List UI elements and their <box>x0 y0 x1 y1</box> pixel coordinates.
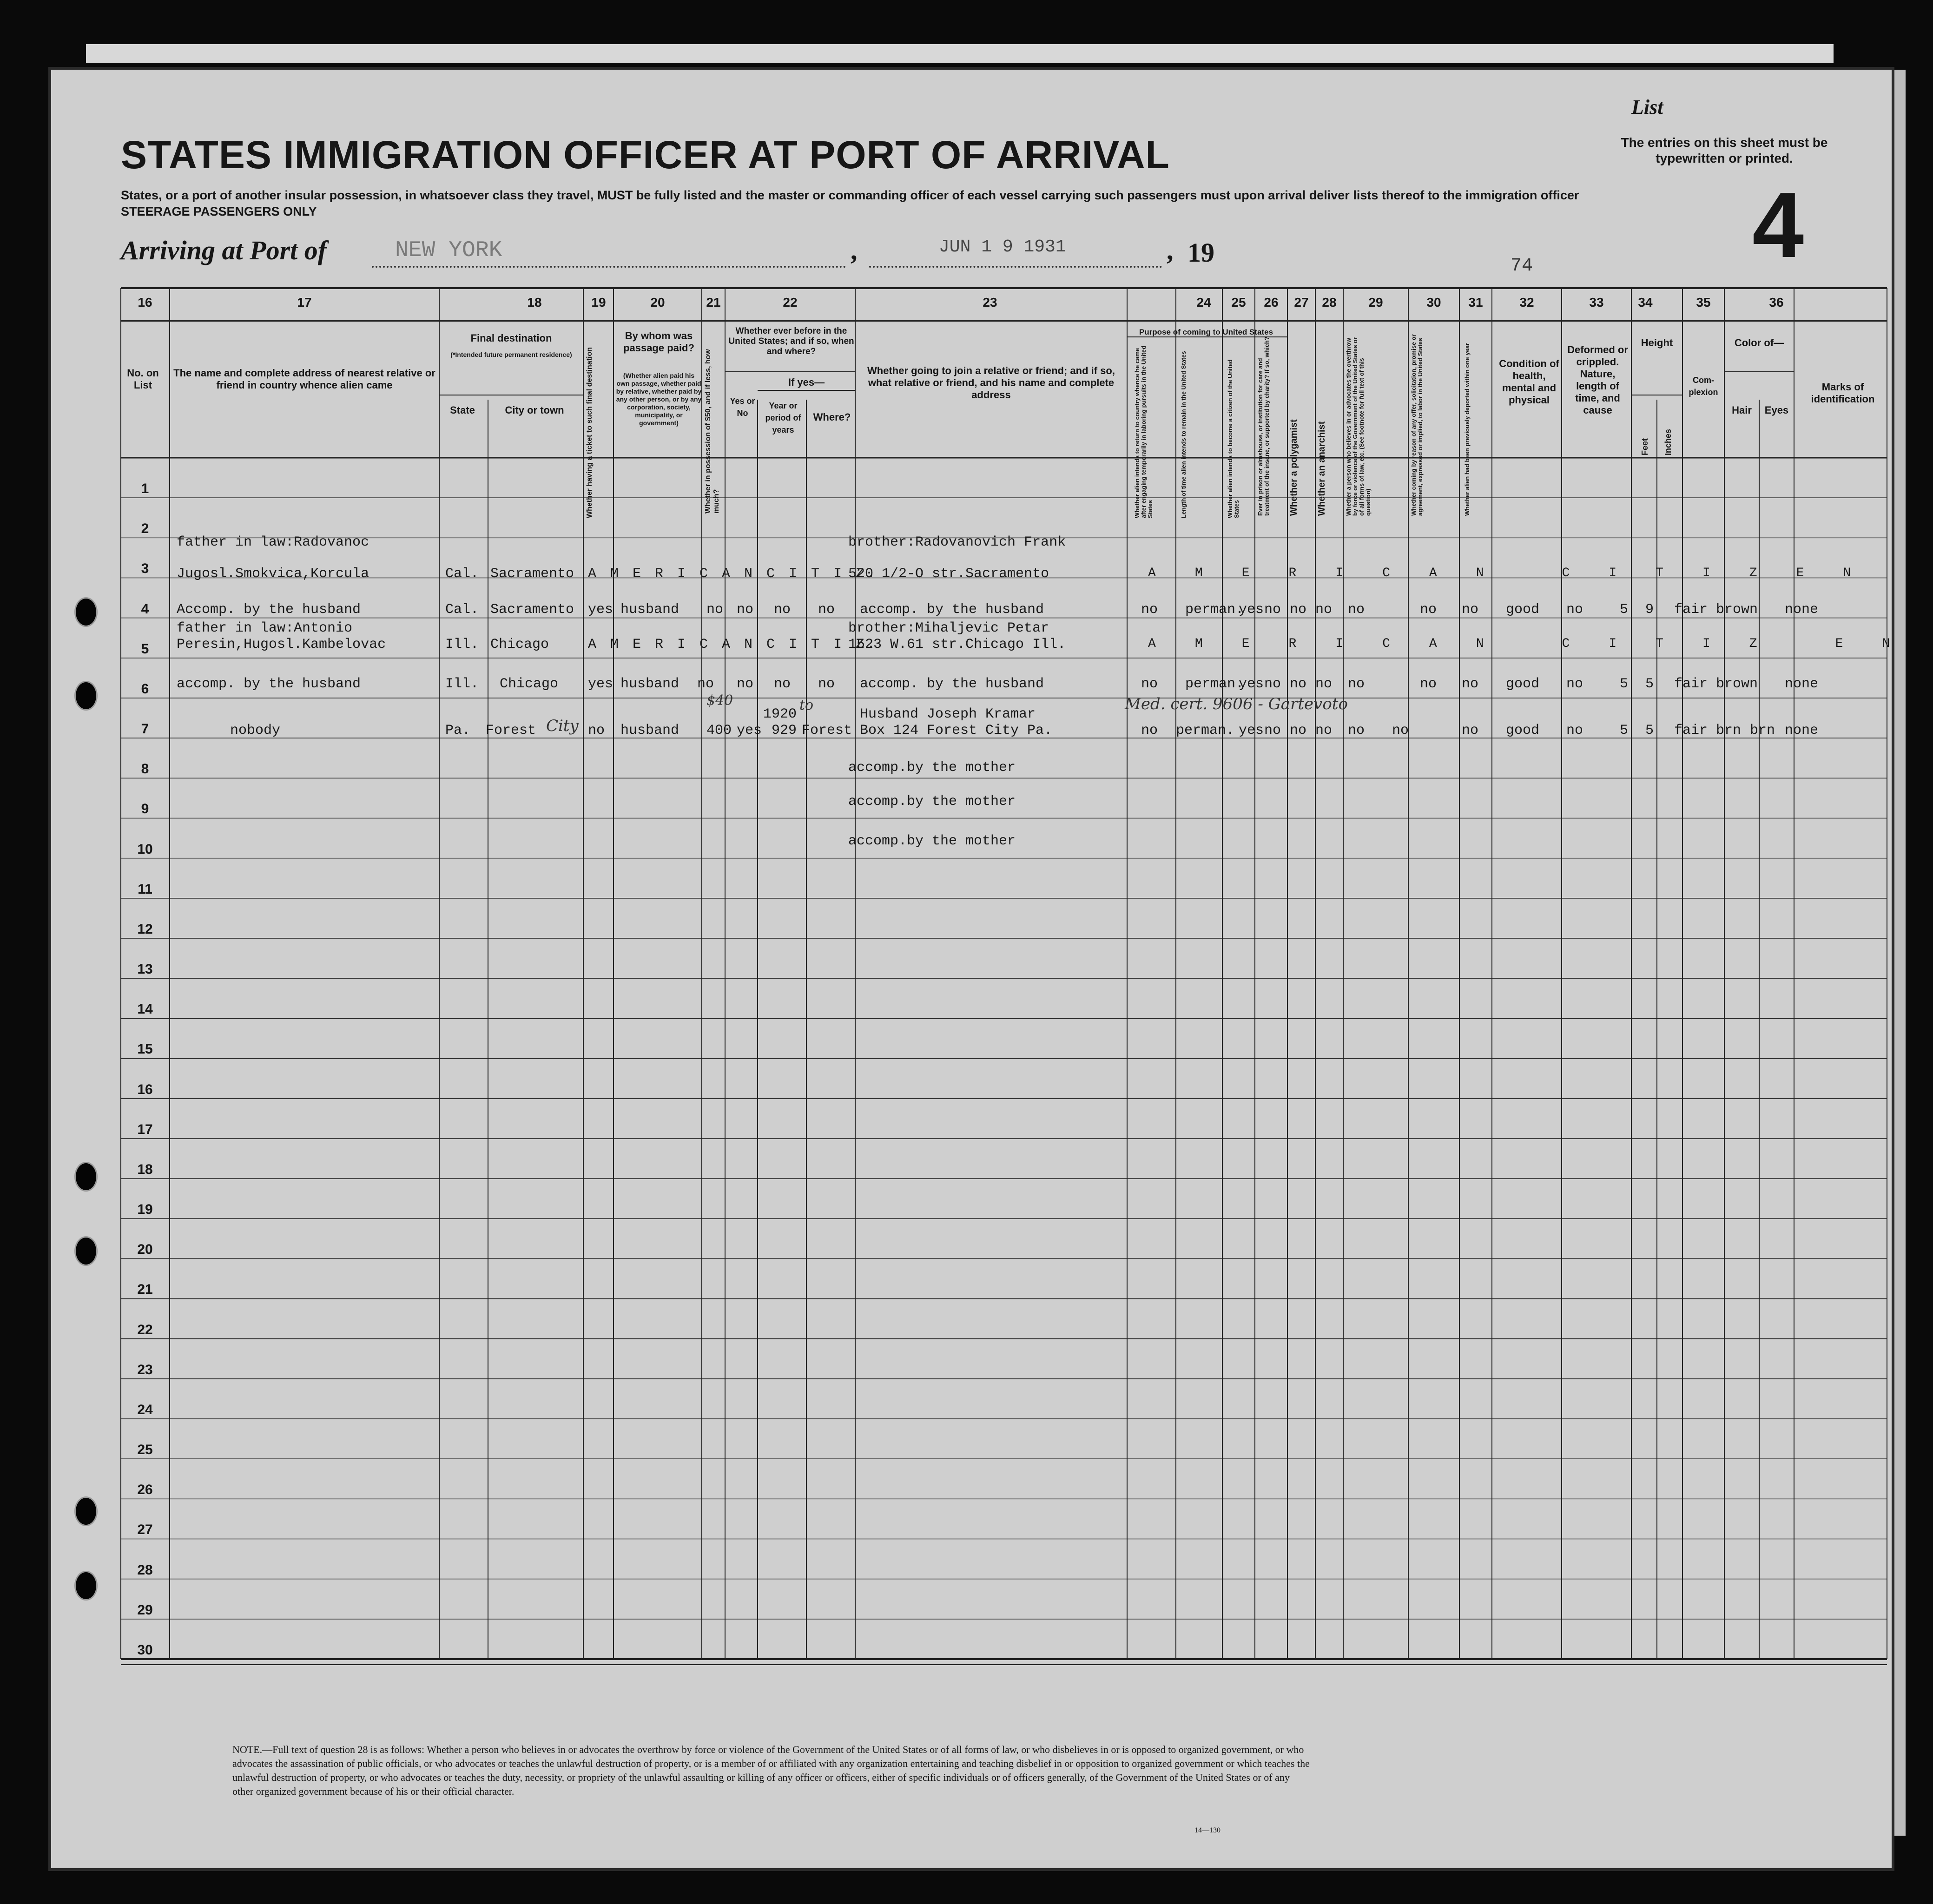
row-number: 23 <box>137 1362 153 1377</box>
manifest-page <box>51 70 1892 1868</box>
row-number: 30 <box>137 1642 153 1658</box>
column-number: 26 <box>1264 295 1279 310</box>
row-number: 4 <box>141 601 149 617</box>
row5-before: yes <box>737 723 762 738</box>
row7-join: accomp.by the mother <box>848 794 1016 810</box>
row-number: 28 <box>137 1562 153 1578</box>
header-condition: Condition of health, mental and physical <box>1499 358 1559 406</box>
row5-purpose-handwritten: Med. cert. 9606 - Gartevoto <box>1125 695 1348 713</box>
row4-return: no <box>1141 676 1158 692</box>
row4-prison: no <box>1264 676 1281 692</box>
row3-citizen-line-b: A M E R I C A N C I T I Z E N <box>1148 637 1890 651</box>
row2-feet: 5 <box>1620 602 1629 618</box>
header-marks: Marks of identification <box>1811 381 1875 405</box>
row-number: 17 <box>137 1121 153 1137</box>
row4-ticket: yes <box>588 676 614 692</box>
row4-by-whom: husband <box>620 676 680 692</box>
row-number: 24 <box>137 1402 153 1417</box>
row2-ticket: yes <box>588 602 614 618</box>
row-number: 20 <box>137 1242 153 1258</box>
row1-citizen-line-b: A M E R I C A N C I T I Z E N <box>1148 566 1851 580</box>
header-anarchist: Whether an anarchist <box>1317 421 1327 516</box>
row2-anarchist: no <box>1315 602 1333 618</box>
header-hair: Hair <box>1732 404 1752 416</box>
row4-year: no <box>774 676 791 692</box>
row2-prison: no <box>1264 602 1281 618</box>
column-number: 35 <box>1696 295 1711 310</box>
column-number: 27 <box>1294 295 1309 310</box>
row-number: 6 <box>141 681 149 697</box>
row5-condition: good <box>1506 723 1540 738</box>
column-number: 19 <box>591 295 606 310</box>
row2-state: Cal. <box>445 602 479 618</box>
row4-feet: 5 <box>1620 676 1629 692</box>
row1-relative-l2: Jugosl.Smokvica,Korcula <box>177 566 369 582</box>
row5-possession-handwritten: $40 <box>706 692 733 709</box>
row5-polygamist: no <box>1290 723 1307 738</box>
header-relative-home: The name and complete address of nearest relative or friend in country whence alien came <box>173 367 435 391</box>
column-number: 18 <box>527 295 542 310</box>
row2-deported: no <box>1462 602 1479 618</box>
row4-where: no <box>818 676 835 692</box>
row-number: 11 <box>138 881 152 897</box>
page-title: STATES IMMIGRATION OFFICER AT PORT OF ARRIVAL <box>121 133 1170 177</box>
row5-feet: 5 <box>1620 723 1629 738</box>
header-length-time: Length of time alien intends to remain in the United States <box>1180 351 1187 518</box>
row5-relative: nobody <box>230 723 281 738</box>
row5-ticket: no <box>588 723 605 738</box>
header-feet: Feet <box>1640 438 1649 455</box>
row5-possession: 400 <box>706 723 732 738</box>
arriving-comma: , <box>851 235 858 265</box>
header-eyes: Eyes <box>1764 404 1789 416</box>
row3-relative-l2: Peresin,Hugosl.Kambelovac <box>177 637 386 652</box>
header-if-yes: If yes— <box>788 376 825 388</box>
row-number: 26 <box>137 1482 153 1498</box>
header-citizen: Whether alien intends to become a citizen of the United States <box>1227 359 1240 518</box>
header-purpose: Purpose of coming to United States <box>1139 328 1273 336</box>
column-number: 22 <box>783 295 798 310</box>
row2-possession: no <box>706 602 724 618</box>
row-number: 14 <box>137 1001 153 1017</box>
row5-year: 1920 <box>763 706 797 722</box>
row2-inches: 9 <box>1645 602 1654 618</box>
header-polygamist: Whether a polygamist <box>1289 419 1299 516</box>
row2-polygamist: no <box>1290 602 1307 618</box>
header-by-whom: By whom was passage paid? <box>623 330 694 354</box>
row6-join: accomp.by the mother <box>848 760 1016 776</box>
header-yes-no: Yes or No <box>730 396 755 418</box>
row5-deformed: no <box>1566 723 1583 738</box>
row-number: 1 <box>141 481 149 496</box>
row4-polygamist: no <box>1290 676 1307 692</box>
row-number: 29 <box>137 1602 153 1618</box>
list-number: 4 <box>1752 173 1804 277</box>
page-subtitle: States, or a port of another insular possession, in whatsoever class they travel, MUST be fully listed and the master or commanding officer of each vessel carrying such passengers must upon arrival deliver lists thereof to the immigration officer <box>121 188 1579 202</box>
row4-before: no <box>737 676 754 692</box>
row8-join: accomp.by the mother <box>848 833 1016 849</box>
row4-citizen: yes <box>1239 676 1264 692</box>
column-number: 31 <box>1468 295 1483 310</box>
row-number: 22 <box>137 1322 153 1337</box>
row5-where: Forest <box>802 723 852 738</box>
column-number: 25 <box>1231 295 1246 310</box>
row-number: 13 <box>137 962 153 977</box>
row-number: 27 <box>137 1522 153 1538</box>
row3-join-l2: 1523 W.61 str.Chicago Ill. <box>848 637 1066 652</box>
port-value: NEW YORK <box>395 238 502 263</box>
header-state: State <box>450 404 475 416</box>
row5-marks: none <box>1785 723 1819 738</box>
row4-city: Chicago <box>500 676 559 692</box>
column-number: 20 <box>650 295 665 310</box>
row4-join: accomp. by the husband <box>860 676 1044 692</box>
row5-length: perman. <box>1176 723 1235 738</box>
row4-inches: 5 <box>1645 676 1654 692</box>
row2-hair: brown <box>1716 602 1758 618</box>
row4-complexion: fair <box>1674 676 1708 692</box>
row1-citizen-line-a: A M E R I C A N C I T I Z. <box>588 566 878 582</box>
binder-hole <box>74 1162 98 1192</box>
row5-city: Forest <box>486 723 536 738</box>
row5-overthrow: no <box>1348 723 1365 738</box>
row-number: 21 <box>137 1282 153 1298</box>
binder-hole <box>74 1571 98 1601</box>
row4-marks: none <box>1785 676 1819 692</box>
row2-by-whom: husband <box>620 602 680 618</box>
header-deformed: Deformed or crippled. Nature, length of time, and cause <box>1567 344 1628 416</box>
row1-join-l1: brother:Radovanovich Frank <box>848 534 1066 550</box>
row3-city: Chicago <box>490 637 549 652</box>
header-where: Where? <box>813 411 851 423</box>
row2-join: accomp. by the husband <box>860 602 1044 618</box>
column-number: 34 <box>1638 295 1653 310</box>
row3-join-l1: brother:Mihaljevic Petar <box>848 620 1049 636</box>
row4-hair: brown <box>1716 676 1758 692</box>
row5-state: Pa. <box>445 723 471 738</box>
header-overthrow: Whether a person who believes in or advocates the overthrow by force or violence of the Government of the United States or of all forms of law, etc. (See footnote for full text of this question) <box>1345 337 1372 516</box>
column-number: 29 <box>1368 295 1383 310</box>
row-number: 2 <box>141 521 149 537</box>
row4-deformed: no <box>1566 676 1583 692</box>
date-stamp: JUN 1 9 1931 <box>939 237 1066 257</box>
header-no-on-list: No. on List <box>127 367 159 391</box>
row-number: 8 <box>141 761 149 777</box>
row2-where: no <box>818 602 835 618</box>
header-before-us: Whether ever before in the United States; and if so, when and where? <box>728 326 854 356</box>
binder-hole <box>74 1496 98 1526</box>
row-number: 10 <box>137 841 153 857</box>
row-number: 25 <box>137 1442 153 1457</box>
date-comma: , <box>1167 235 1174 265</box>
row5-where-handwritten: to <box>799 697 814 713</box>
row2-citizen: yes <box>1239 602 1264 618</box>
row2-overthrow: no <box>1348 602 1365 618</box>
row4-anarchist: no <box>1315 676 1333 692</box>
column-number: 32 <box>1519 295 1534 310</box>
row-number: 9 <box>141 801 149 817</box>
row1-city: Sacramento <box>490 566 574 582</box>
header-intends-return: Whether alien intends to return to country whence he came after engaging temporarily in laboring pursuits in the United States <box>1134 345 1154 518</box>
arriving-label: Arriving at Port of <box>121 235 327 265</box>
row5-complexion: fair <box>1674 723 1708 738</box>
header-inches: Inches <box>1663 428 1673 455</box>
binder-hole <box>74 597 98 627</box>
header-join-relative: Whether going to join a relative or friend; and if so, what relative or friend, and his name and complete address <box>867 365 1115 401</box>
header-deported: Whether alien had been previously deported within one year <box>1464 343 1471 516</box>
row4-relative: accomp. by the husband <box>177 676 361 692</box>
row2-return: no <box>1141 602 1158 618</box>
header-color-of: Color of— <box>1734 337 1784 349</box>
row2-before: no <box>737 602 754 618</box>
row5-eyes: brn <box>1750 723 1775 738</box>
column-number: 30 <box>1426 295 1441 310</box>
row-number: 5 <box>141 641 149 657</box>
header-prison: Ever in prison or almshouse, or institution for care and treatment of the insane, or supported by charity? If so, which? <box>1257 336 1270 516</box>
header-complexion: Com-plexion <box>1689 376 1718 397</box>
row4-deported: no <box>1462 676 1479 692</box>
row4-promise: no <box>1420 676 1437 692</box>
header-promise-labor: Whether coming by reason of any offer, solicitation, promise or agreement, expressed or implied, to labor in the United States <box>1410 334 1424 516</box>
stamp-number: 74 <box>1511 256 1533 277</box>
row2-deformed: no <box>1566 602 1583 618</box>
row4-state: Ill. <box>445 676 479 692</box>
row2-condition: good <box>1506 602 1540 618</box>
row5-join-l1: Husband Joseph Kramar <box>860 706 1036 722</box>
row5-city-handwritten: City <box>546 717 579 735</box>
header-ticket: Whether having a ticket to such final destination <box>586 347 594 518</box>
row5-promise: no <box>1392 723 1409 738</box>
row5-deported: no <box>1462 723 1479 738</box>
row5-anarchist: no <box>1315 723 1333 738</box>
row-number: 16 <box>137 1081 153 1097</box>
page-edge-top <box>86 44 1834 63</box>
row2-year: no <box>774 602 791 618</box>
row-number: 7 <box>141 721 149 737</box>
row2-promise: no <box>1420 602 1437 618</box>
column-number: 16 <box>138 295 152 310</box>
row-number: 19 <box>137 1202 153 1217</box>
header-city: City or town <box>505 404 564 416</box>
header-by-whom-note: (Whether alien paid his own passage, whether paid by relative, whether paid by any other person, or by any corporation, society, municipality, or government) <box>616 372 702 427</box>
footnote: NOTE.—Full text of question 28 is as follows: Whether a person who believes in or advocates the overthrow by force or violence of the Government of the United States or of all forms of law, or who disbelieves in or is opposed to organized government, or who advocates the assassination of public officials, or who advocates or teaches the unlawful destruction of property, or is a member of or affiliated with any organization entertaining and teaching disbelief in or opposition to organized government or which teaches the unlawful destruction of property, or who advocates or teaches the duty, necessity, or propriety of the unlawful assaulting or killing of any officer or officers, either of specific individuals or of officers generally, of the Government of the United States or of any other organized government because of his or their official character. <box>232 1744 1310 1797</box>
steerage-label: STEERAGE PASSENGERS ONLY <box>121 204 317 218</box>
row2-complexion: fair <box>1674 602 1708 618</box>
row5-return: no <box>1141 723 1158 738</box>
row2-length: perman. <box>1185 602 1244 618</box>
column-number: 28 <box>1322 295 1337 310</box>
row-number: 12 <box>137 921 153 937</box>
header-final-destination: Final destination <box>470 332 552 344</box>
manifest-grid <box>51 70 1892 1868</box>
year-prefix: 19 <box>1188 237 1214 268</box>
row5-by-whom: husband <box>620 723 680 738</box>
header-year-period: Year or period of years <box>765 401 801 435</box>
row2-marks: none <box>1785 602 1819 618</box>
row5-prison: no <box>1264 723 1281 738</box>
row4-length: perman. <box>1185 676 1244 692</box>
header-height: Height <box>1641 337 1673 349</box>
row5-citizen: yes <box>1239 723 1264 738</box>
binder-hole <box>74 681 98 711</box>
row3-citizen-line-a: A M E R I C A N C I T I Z. <box>588 637 878 652</box>
row5-inches: 5 <box>1645 723 1654 738</box>
row2-city: Sacramento <box>490 602 574 618</box>
row-number: 3 <box>141 561 149 577</box>
row1-join-l2: 520 1/2-O str.Sacramento <box>848 566 1049 582</box>
row1-state: Cal. <box>445 566 479 582</box>
row5-hair: brn <box>1716 723 1742 738</box>
form-code: 14—130 <box>1194 1826 1220 1834</box>
column-number: 23 <box>983 295 997 310</box>
header-possession: Whether in possession of $50, and if less, how much? <box>704 349 720 514</box>
row-number: 18 <box>137 1161 153 1177</box>
column-number: 21 <box>706 295 721 310</box>
column-number: 36 <box>1769 295 1784 310</box>
row4-overthrow: no <box>1348 676 1365 692</box>
header-final-destination-note: (*Intended future permanent residence) <box>450 351 572 358</box>
row-number: 15 <box>137 1041 153 1057</box>
column-number: 33 <box>1589 295 1604 310</box>
row5-year-2: 929 <box>772 723 797 738</box>
list-note: The entries on this sheet must be typewritten or printed. <box>1621 135 1828 165</box>
row1-relative-l1: father in law:Radovanoc <box>177 534 369 550</box>
row3-state: Ill. <box>445 637 479 652</box>
column-number: 24 <box>1196 295 1211 310</box>
row5-join-l2: Box 124 Forest City Pa. <box>860 723 1053 738</box>
binder-hole <box>74 1236 98 1266</box>
column-number: 17 <box>297 295 312 310</box>
row2-relative: Accomp. by the husband <box>177 602 361 618</box>
row4-possession: no <box>697 676 714 692</box>
row4-condition: good <box>1506 676 1540 692</box>
list-label: List <box>1631 96 1663 119</box>
row3-relative-l1: father in law:Antonio <box>177 620 353 636</box>
